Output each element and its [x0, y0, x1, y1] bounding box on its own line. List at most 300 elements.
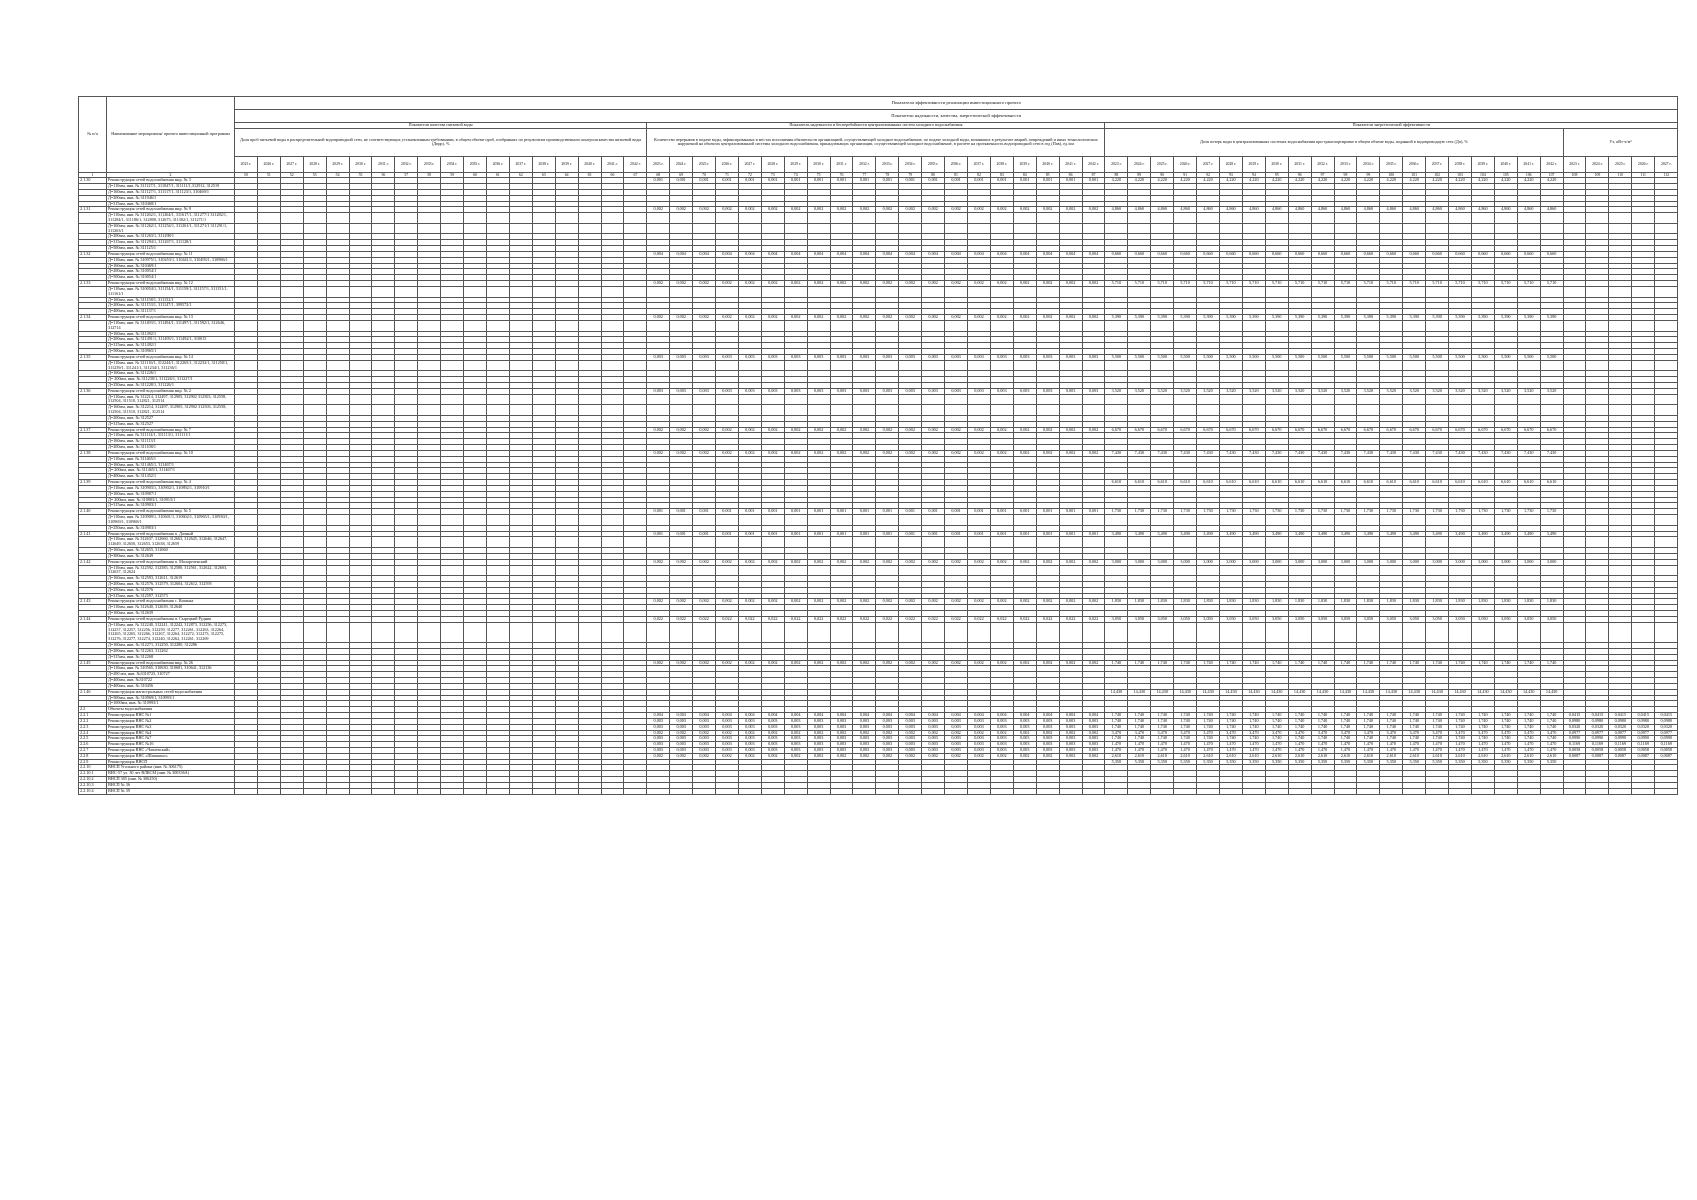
row-number: 2.1.38 [79, 450, 107, 456]
empty-cell [1655, 537, 1678, 548]
empty-cell [280, 405, 303, 416]
empty-cell [624, 537, 647, 548]
reliability-value: 0,001 [1036, 509, 1059, 515]
empty-cell [1586, 286, 1609, 297]
reliability-value: 0,003 [807, 388, 830, 394]
empty-cell [1494, 394, 1517, 405]
empty-cell [464, 223, 487, 234]
empty-cell [807, 223, 830, 234]
energy-value: 3,050 [1105, 616, 1128, 622]
row-pipe-detail: Д=160мм, инв. № 312655, 312660 [107, 548, 235, 554]
empty-cell [1357, 405, 1380, 416]
empty-cell [899, 223, 922, 234]
energy-value: 3,520 [1242, 388, 1265, 394]
empty-cell [1013, 394, 1036, 405]
energy-value: 3,520 [1449, 388, 1472, 394]
row-number: 2.1.33 [79, 281, 107, 287]
empty-cell [1403, 286, 1426, 297]
empty-cell [1036, 213, 1059, 224]
row-number: 2.1.37 [79, 427, 107, 433]
energy-value: 3,000 [1197, 559, 1220, 565]
energy-value: 7,430 [1174, 450, 1197, 456]
table-row [79, 565, 1678, 576]
reliability-value: 0,002 [1082, 315, 1105, 321]
energy-value: 3,050 [1174, 616, 1197, 622]
reliability-value: 0,002 [876, 450, 899, 456]
energy-value: 6,610 [1105, 480, 1128, 486]
empty-cell [922, 565, 945, 576]
energy-value: 7,430 [1426, 450, 1449, 456]
years_quality-year-header: 2031 г. [372, 156, 395, 172]
years_ud-year-header: 2027 г. [1655, 156, 1678, 172]
row-name: Реконструкция сетей водоснабжения мкр. № 7 [107, 427, 235, 433]
empty-cell [303, 537, 326, 548]
empty-cell [945, 515, 968, 526]
empty-cell [464, 360, 487, 371]
energy-value: 5,390 [1357, 315, 1380, 321]
empty-cell [1586, 565, 1609, 576]
energy-value: 6,610 [1357, 480, 1380, 486]
reliability-value: 0,001 [1059, 178, 1082, 184]
empty-cell [990, 405, 1013, 416]
empty-cell [1357, 360, 1380, 371]
empty-cell [1334, 537, 1357, 548]
energy-value: 1,730 [1288, 509, 1311, 515]
empty-cell [738, 565, 761, 576]
energy-value: 4,860 [1426, 207, 1449, 213]
row-pipe-detail: Д= 200мм, инв. № 310903/1, 310913/1 [107, 497, 235, 503]
row-number [79, 405, 107, 416]
energy-value: 0,660 [1242, 251, 1265, 257]
reliability-value: 0,003 [1082, 354, 1105, 360]
empty-cell [1471, 286, 1494, 297]
empty-cell [1036, 360, 1059, 371]
empty-cell [235, 286, 258, 297]
column-number: 52 [280, 172, 303, 177]
reliability-value: 0,001 [716, 178, 739, 184]
row-pipe-detail: Д=200мм, инв. № 312527 [107, 415, 235, 421]
empty-cell [1517, 223, 1540, 234]
energy-value: 4,220 [1265, 178, 1288, 184]
reliability-value: 0,022 [693, 616, 716, 622]
energy-value: 4,860 [1242, 207, 1265, 213]
row-number [79, 213, 107, 224]
reliability-value: 0,003 [899, 388, 922, 394]
empty-cell [1265, 622, 1288, 642]
reliability-value: 0,022 [945, 616, 968, 622]
reliability-value: 0,002 [945, 599, 968, 605]
reliability-value: 0,003 [784, 354, 807, 360]
empty-cell [395, 320, 418, 331]
reliability-value: 0,003 [1059, 354, 1082, 360]
reliability-value: 0,001 [716, 509, 739, 515]
empty-cell [486, 537, 509, 548]
energy-value: 4,860 [1334, 207, 1357, 213]
energy-value: 0,660 [1471, 251, 1494, 257]
reliability-value: 0,002 [670, 281, 693, 287]
energy-value: 4,860 [1128, 207, 1151, 213]
empty-cell [784, 622, 807, 642]
empty-cell [1609, 360, 1632, 371]
empty-cell [1494, 320, 1517, 331]
reliability-value: 0,003 [784, 388, 807, 394]
empty-cell [922, 360, 945, 371]
reliability-value: 0,002 [945, 281, 968, 287]
reliability-value: 0,003 [830, 354, 853, 360]
reliability-value: 0,002 [693, 281, 716, 287]
energy-value: 1,830 [1311, 599, 1334, 605]
empty-cell [257, 565, 280, 576]
empty-cell [1311, 622, 1334, 642]
empty-cell [441, 320, 464, 331]
empty-cell [1380, 360, 1403, 371]
column-number: 104 [1471, 172, 1494, 177]
energy-value: 5,710 [1517, 281, 1540, 287]
empty-cell [1288, 565, 1311, 576]
energy-value: 7,430 [1151, 450, 1174, 456]
empty-cell [807, 320, 830, 331]
empty-cell [1357, 223, 1380, 234]
energy-value: 1,730 [1426, 509, 1449, 515]
empty-cell [1242, 223, 1265, 234]
row-pipe-detail: Д=200мм, инв. № 311946/1 [107, 195, 235, 201]
reliability-value: 0,002 [716, 450, 739, 456]
reliability-value: 0,001 [784, 531, 807, 537]
empty-cell [647, 405, 670, 416]
empty-cell [578, 394, 601, 405]
years_reliability-year-header: 2038 г. [990, 156, 1013, 172]
reliability-value: 0,002 [647, 315, 670, 321]
empty-cell [1609, 223, 1632, 234]
empty-cell [1517, 622, 1540, 642]
energy-value: 7,430 [1128, 450, 1151, 456]
empty-cell [257, 213, 280, 224]
reliability-value: 0,002 [784, 315, 807, 321]
reliability-value: 0,002 [922, 660, 945, 666]
years_energy-year-header: 2023 г. [1105, 156, 1128, 172]
empty-cell [738, 286, 761, 297]
column-number: 58 [418, 172, 441, 177]
empty-cell [1311, 565, 1334, 576]
empty-cell [876, 360, 899, 371]
column-number: 92 [1197, 172, 1220, 177]
energy-value: 1,730 [1380, 509, 1403, 515]
empty-cell [1655, 394, 1678, 405]
empty-cell [1609, 537, 1632, 548]
empty-cell [1311, 360, 1334, 371]
reliability-value: 0,002 [670, 599, 693, 605]
empty-cell [1449, 565, 1472, 576]
energy-value: 6,610 [1403, 480, 1426, 486]
years_quality-year-header: 2039 г. [555, 156, 578, 172]
empty-cell [601, 286, 624, 297]
empty-cell [464, 537, 487, 548]
empty-cell [738, 223, 761, 234]
empty-cell [1219, 360, 1242, 371]
row-pipe-detail: Д=160мм, инв. № 311465/1, 311467/1 [107, 462, 235, 468]
energy-value: 6,610 [1151, 480, 1174, 486]
empty-cell [1426, 360, 1449, 371]
empty-cell [235, 213, 258, 224]
energy-value: 3,000 [1174, 559, 1197, 565]
years_reliability-year-header: 2031 г. [830, 156, 853, 172]
reliability-value: 0,002 [716, 207, 739, 213]
reliability-value: 0,004 [1082, 251, 1105, 257]
reliability-value: 0,002 [830, 315, 853, 321]
column-number: 106 [1517, 172, 1540, 177]
energy-value: 3,520 [1403, 388, 1426, 394]
reliability-value: 0,022 [922, 616, 945, 622]
energy-value: 3,050 [1151, 616, 1174, 622]
empty-cell [1013, 405, 1036, 416]
years_reliability-year-header: 2032 г. [853, 156, 876, 172]
empty-cell [1517, 405, 1540, 416]
empty-cell [1517, 515, 1540, 526]
empty-cell [624, 213, 647, 224]
reliability-value: 0,022 [899, 616, 922, 622]
empty-cell [922, 223, 945, 234]
empty-cell [1563, 286, 1586, 297]
empty-cell [1563, 622, 1586, 642]
reliability-value: 0,004 [761, 251, 784, 257]
energy-value: 1,830 [1403, 599, 1426, 605]
energy-value: 5,500 [1242, 354, 1265, 360]
empty-cell [1403, 213, 1426, 224]
energy-value: 6,670 [1380, 427, 1403, 433]
empty-cell [1449, 360, 1472, 371]
energy-value: 3,000 [1105, 559, 1128, 565]
empty-cell [1609, 405, 1632, 416]
empty-cell [1219, 213, 1242, 224]
energy-value: 5,390 [1403, 315, 1426, 321]
years_energy-year-header: 2042 г. [1540, 156, 1563, 172]
empty-cell [1632, 223, 1655, 234]
table-row [79, 622, 1678, 642]
empty-cell [1219, 405, 1242, 416]
energy-value: 4,860 [1174, 207, 1197, 213]
empty-cell [624, 223, 647, 234]
energy-value: 3,000 [1357, 559, 1380, 565]
empty-cell [464, 515, 487, 526]
empty-cell [670, 515, 693, 526]
empty-cell [716, 565, 739, 576]
empty-cell [441, 213, 464, 224]
energy-value: 1,740 [1105, 660, 1128, 666]
reliability-value: 0,002 [876, 427, 899, 433]
years_quality-year-header: 2036 г. [486, 156, 509, 172]
reliability-value: 0,002 [876, 599, 899, 605]
energy-value: 1,730 [1265, 509, 1288, 515]
years_energy-year-header: 2024 г. [1128, 156, 1151, 172]
row-name: Реконструкция сетей водоснабжения мкр. № 12 [107, 281, 235, 287]
reliability-value: 0,002 [1036, 559, 1059, 565]
empty-cell [326, 223, 349, 234]
reliability-value: 0,001 [761, 531, 784, 537]
empty-cell [601, 213, 624, 224]
empty-cell [1265, 223, 1288, 234]
reliability-value: 0,002 [738, 660, 761, 666]
reliability-value: 0,001 [1013, 178, 1036, 184]
empty-cell [807, 405, 830, 416]
energy-value: 6,610 [1242, 480, 1265, 486]
empty-cell [326, 515, 349, 526]
energy-value: 6,670 [1494, 427, 1517, 433]
energy-value: 4,860 [1105, 207, 1128, 213]
energy-value: 1,730 [1334, 509, 1357, 515]
empty-cell [1128, 286, 1151, 297]
empty-cell [601, 515, 624, 526]
empty-cell [1242, 622, 1265, 642]
row-pipe-detail: Д=160мм, инв. № 311113/1 [107, 439, 235, 445]
energy-value: 1,740 [1151, 660, 1174, 666]
empty-cell [1105, 320, 1128, 331]
empty-cell [1471, 515, 1494, 526]
empty-cell [784, 537, 807, 548]
reliability-value: 0,001 [899, 531, 922, 537]
empty-cell [1288, 320, 1311, 331]
column-number: 99 [1357, 172, 1380, 177]
empty-cell [670, 405, 693, 416]
empty-cell [555, 320, 578, 331]
column-number: 98 [1334, 172, 1357, 177]
empty-cell [761, 286, 784, 297]
reliability-value: 0,003 [670, 388, 693, 394]
empty-cell [418, 213, 441, 224]
empty-cell [1311, 537, 1334, 548]
reliability-value: 0,002 [899, 427, 922, 433]
column-number: 55 [349, 172, 372, 177]
years_energy-year-header: 2027 г. [1197, 156, 1220, 172]
empty-cell [876, 213, 899, 224]
column-number: 62 [509, 172, 532, 177]
empty-cell [1494, 565, 1517, 576]
energy-value: 1,830 [1219, 599, 1242, 605]
empty-cell [486, 565, 509, 576]
energy-value: 5,500 [1128, 354, 1151, 360]
empty-cell [716, 394, 739, 405]
reliability-value: 0,002 [693, 599, 716, 605]
energy-value: 3,520 [1105, 388, 1128, 394]
reliability-value: 0,001 [853, 509, 876, 515]
reliability-value: 0,001 [990, 178, 1013, 184]
years_energy-year-header: 2029 г. [1242, 156, 1265, 172]
reliability-value: 0,002 [922, 315, 945, 321]
row-pipe-detail: Д=110мм, инв. № 310054/1, 311154/1, 311159/1, 311157/1, 311151/1, 311161/1 [107, 286, 235, 297]
empty-cell [486, 320, 509, 331]
reliability-value: 0,002 [807, 559, 830, 565]
energy-value: 3,000 [1219, 559, 1242, 565]
energy-value: 1,730 [1105, 509, 1128, 515]
reliability-value: 0,001 [899, 509, 922, 515]
reliability-value: 0,003 [807, 354, 830, 360]
empty-cell [372, 515, 395, 526]
empty-cell [1128, 537, 1151, 548]
empty-cell [441, 537, 464, 548]
empty-cell [1334, 223, 1357, 234]
empty-cell [441, 405, 464, 416]
column-number: 1 [79, 172, 107, 177]
empty-cell [372, 223, 395, 234]
empty-cell [853, 223, 876, 234]
empty-cell [1174, 286, 1197, 297]
empty-cell [761, 515, 784, 526]
column-number: 69 [670, 172, 693, 177]
energy-value: 4,860 [1265, 207, 1288, 213]
column-number: 74 [784, 172, 807, 177]
reliability-value: 0,002 [990, 427, 1013, 433]
empty-cell [1426, 622, 1449, 642]
energy-value: 3,050 [1128, 616, 1151, 622]
energy-value: 5,390 [1334, 315, 1357, 321]
column-number: 91 [1174, 172, 1197, 177]
column-number: 68 [647, 172, 670, 177]
row-number: 2.1.30 [79, 178, 107, 184]
energy-value: 1,830 [1174, 599, 1197, 605]
empty-cell [1380, 394, 1403, 405]
empty-cell [853, 394, 876, 405]
reliability-value: 0,001 [945, 178, 968, 184]
empty-cell [532, 405, 555, 416]
reliability-value: 0,001 [693, 531, 716, 537]
energy-value: 6,670 [1357, 427, 1380, 433]
years_reliability-year-header: 2026 г. [716, 156, 739, 172]
reliability-value: 0,002 [716, 427, 739, 433]
years_reliability-year-header: 2025 г. [693, 156, 716, 172]
empty-cell [1632, 515, 1655, 526]
empty-cell [349, 286, 372, 297]
energy-value: 3,050 [1197, 616, 1220, 622]
reliability-value: 0,002 [830, 207, 853, 213]
energy-value: 0,660 [1380, 251, 1403, 257]
empty-cell [830, 286, 853, 297]
energy-value: 6,670 [1174, 427, 1197, 433]
energy-value: 1,830 [1265, 599, 1288, 605]
empty-cell [578, 515, 601, 526]
empty-cell [418, 286, 441, 297]
energy-value: 3,050 [1426, 616, 1449, 622]
energy-value: 3,050 [1265, 616, 1288, 622]
years_quality-year-header: 2041 г. [601, 156, 624, 172]
empty-cell [1059, 286, 1082, 297]
empty-cell [1632, 320, 1655, 331]
empty-cell [1380, 286, 1403, 297]
years_energy-year-header: 2030 г. [1265, 156, 1288, 172]
reliability-value: 0,002 [716, 660, 739, 666]
group-reliability: Показатель надежности и бесперебойности централизованных систем холодного водоснабжения [647, 123, 1105, 129]
energy-value: 3,520 [1197, 388, 1220, 394]
empty-cell [555, 223, 578, 234]
empty-cell [647, 565, 670, 576]
empty-cell [1151, 360, 1174, 371]
empty-cell [968, 360, 991, 371]
reliability-value: 0,002 [647, 450, 670, 456]
reliability-value: 0,002 [899, 599, 922, 605]
energy-value: 3,490 [1403, 531, 1426, 537]
empty-cell [1380, 515, 1403, 526]
empty-cell [349, 320, 372, 331]
empty-cell [1655, 213, 1678, 224]
reliability-value: 0,002 [1082, 450, 1105, 456]
reliability-value: 0,001 [761, 178, 784, 184]
energy-value: 3,000 [1288, 559, 1311, 565]
reliability-value: 0,022 [670, 616, 693, 622]
empty-cell [1082, 537, 1105, 548]
row-name: Реконструкция сетей водоснабжения мкр. № 3 [107, 178, 235, 184]
energy-value: 3,050 [1494, 616, 1517, 622]
empty-cell [578, 286, 601, 297]
empty-cell [1197, 394, 1220, 405]
energy-value: 1,730 [1449, 509, 1472, 515]
